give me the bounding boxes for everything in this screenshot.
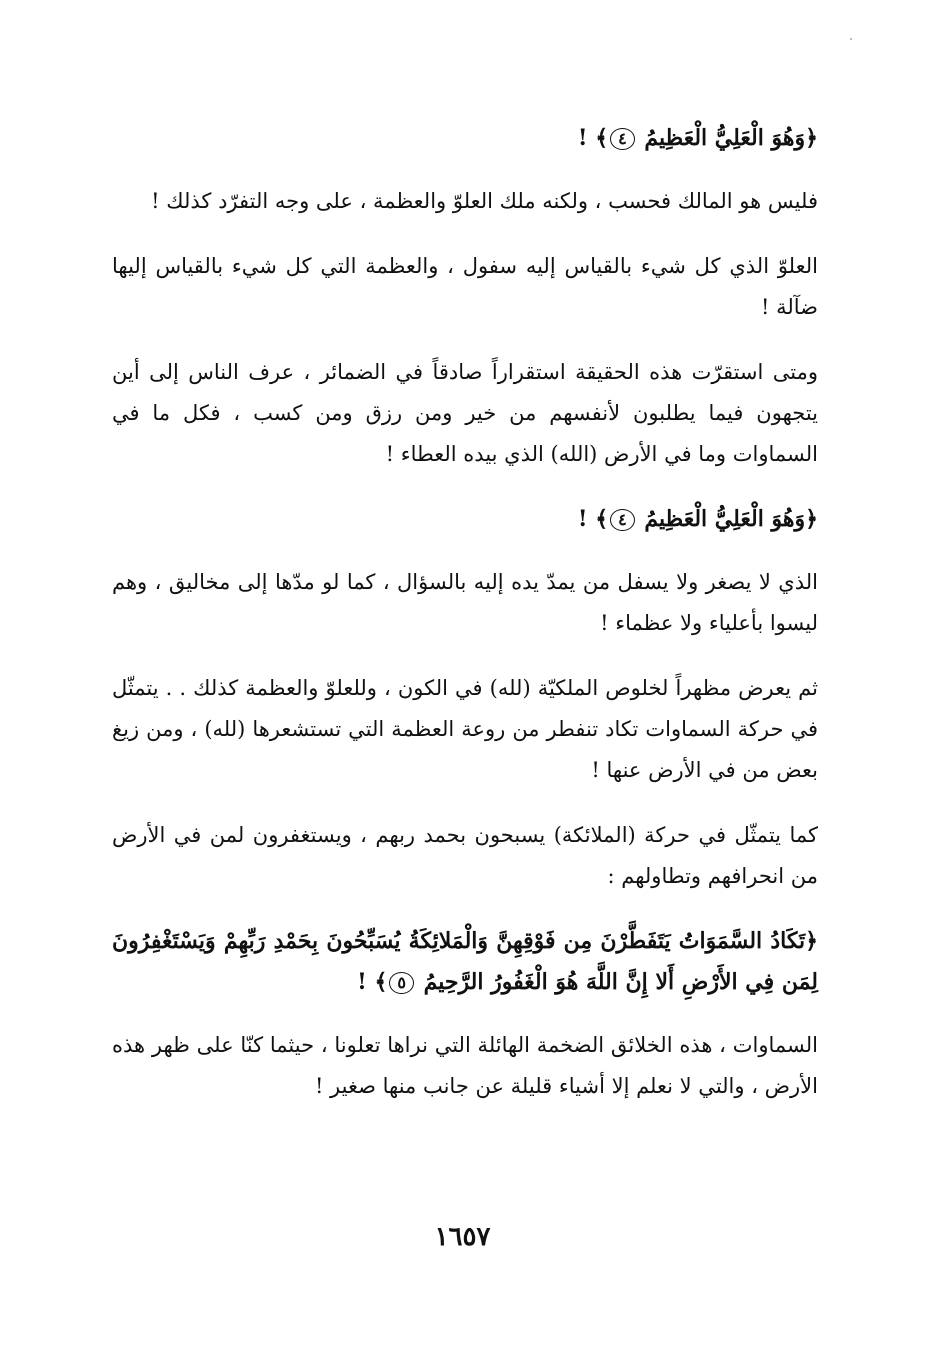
quran-verse [112,921,818,1003]
paragraph: الذي لا يصغر ولا يسفل من يمدّ يده إليه بالسؤال ، كما لو مدّها إلى مخاليق ، وهم ليسوا بأعلياء ولا عظماء ! [112,570,818,635]
ayah-number: ٤ [610,509,635,531]
scan-speck [850,38,852,40]
paragraph: ثم يعرض مظهراً لخلوص الملكيّة (لله) في الكون ، وللعلوّ والعظمة كذلك . . يتمثّل في حركة السماوات تكاد تنفطر من روعة العظمة التي تستشعرها (لله) ، ومن زيغ بعض من في الأرض عنها ! [112,676,818,782]
paragraph: فليس هو المالك فحسب ، ولكنه ملك العلوّ والعظمة ، على وجه التفرّد كذلك ! [151,189,818,213]
verse-tail: ﴾ ! [357,969,388,995]
paragraph: ومتى استقرّت هذه الحقيقة استقراراً صادقاً في الضمائر ، عرف الناس إلى أين يتجهون فيما يطلبون لأنفسهم من خير ومن رزق ومن كسب ، فكل ما في السماوات وما في الأرض (الله) الذي بيده العطاء ! [112,360,818,466]
quran-verse [112,118,818,159]
text-column [112,118,818,1131]
ayah-number: ٥ [389,972,414,994]
quran-verse [112,499,818,540]
verse-text: ﴿وَهُوَ الْعَلِيُّ الْعَظِيمُ [644,125,818,151]
ayah-number: ٤ [610,128,635,150]
verse-tail: ﴾ ! [577,506,609,532]
page-number: ١٦٥٧ [434,1222,491,1252]
paragraph: كما يتمثّل في حركة (الملائكة) يسبحون بحمد ربهم ، ويستغفرون لمن في الأرض من انحرافهم وتطاولهم : [112,823,818,888]
paragraph: السماوات ، هذه الخلائق الضخمة الهائلة التي نراها تعلونا ، حيثما كنّا على ظهر هذه الأرض ، والتي لا نعلم إلا أشياء قليلة عن جانب منها صغير ! [112,1033,818,1098]
verse-text: ﴿تَكَادُ السَّمَوَاتُ يَتَفَطَّرْنَ مِن فَوْقِهِنَّ وَالْمَلائِكَةُ يُسَبِّحُونَ بِحَمْدِ رَبِّهِمْ وَيَسْتَغْفِرُونَ لِمَن فِي الأَرْضِ أَلا إِنَّ اللَّهَ هُوَ الْغَفُورُ الرَّحِيمُ [112,928,818,995]
paragraph: العلوّ الذي كل شيء بالقياس إليه سفول ، والعظمة التي كل شيء بالقياس إليها ضآلة ! [112,254,818,319]
verse-tail: ﴾ ! [577,125,609,151]
verse-text: ﴿وَهُوَ الْعَلِيُّ الْعَظِيمُ [644,506,818,532]
